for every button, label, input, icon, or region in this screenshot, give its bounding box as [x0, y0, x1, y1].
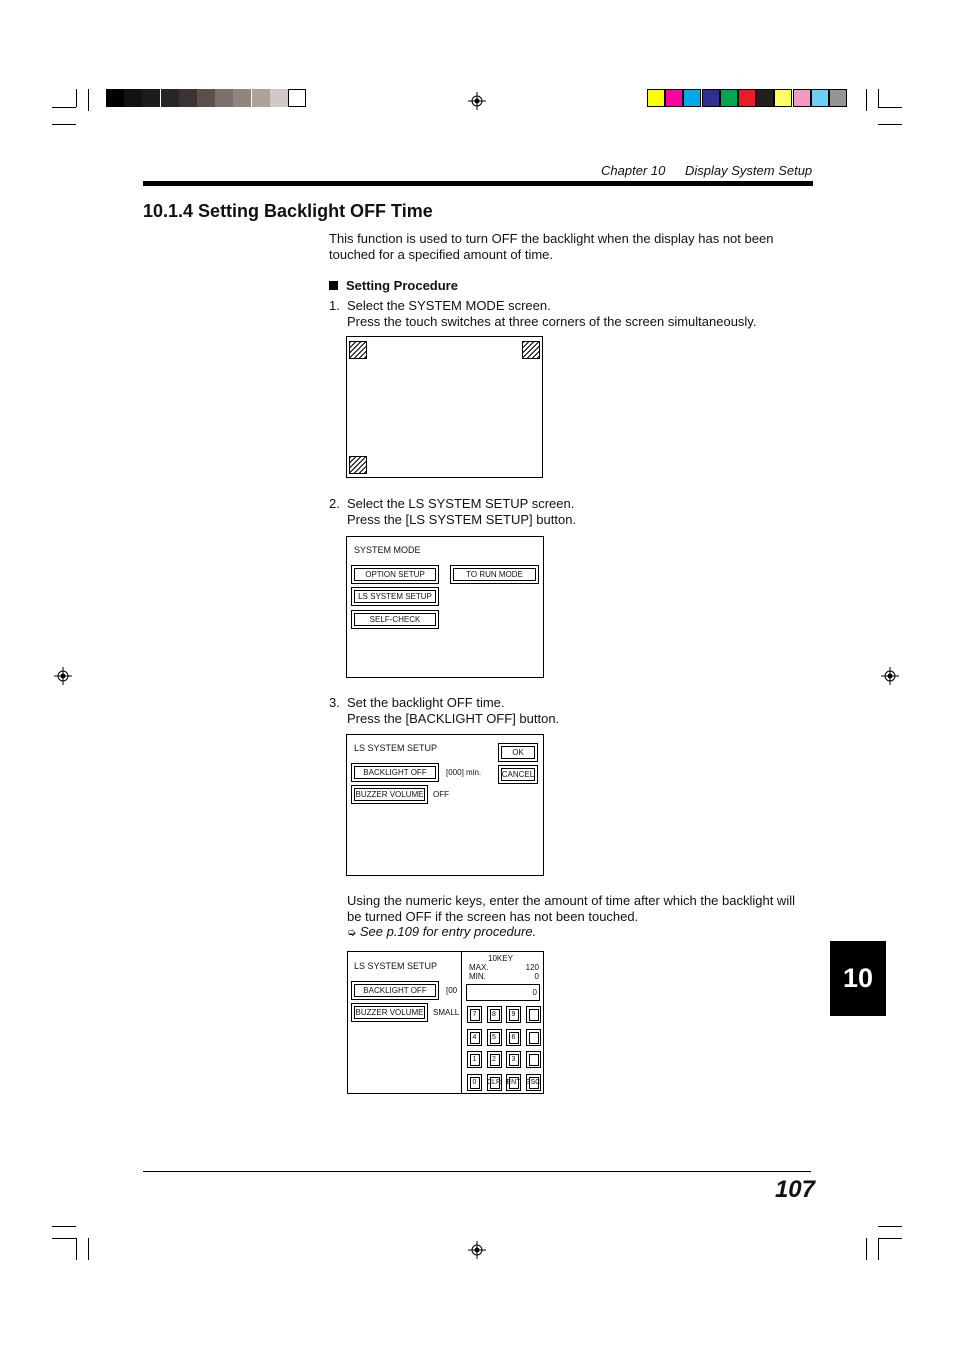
keypad-key[interactable]: ESC	[526, 1074, 541, 1091]
running-head-title: Display System Setup	[685, 163, 813, 178]
ok-button[interactable]: OK	[498, 743, 538, 762]
calibration-swatch	[756, 89, 774, 107]
calibration-swatch	[270, 89, 288, 107]
buzzer-volume-button[interactable]: BUZZER VOLUME	[351, 1003, 428, 1022]
calibration-swatch	[215, 89, 233, 107]
screen-title: LS SYSTEM SETUP	[354, 743, 438, 753]
chapter-tab: 10	[830, 941, 886, 1016]
calibration-swatch	[702, 89, 720, 107]
footer-rule	[143, 1171, 811, 1172]
max-value: 120	[525, 963, 539, 972]
calibration-swatch	[811, 89, 829, 107]
keypad-key[interactable]	[526, 1006, 541, 1023]
keypad-key[interactable]: 9	[506, 1006, 521, 1023]
calibration-swatch	[665, 89, 683, 107]
calibration-swatch	[179, 89, 197, 107]
calibration-swatch	[142, 89, 160, 107]
calibration-swatch	[161, 89, 179, 107]
calibration-swatch	[252, 89, 270, 107]
calibration-swatch	[793, 89, 811, 107]
keypad-key[interactable]	[526, 1051, 541, 1068]
buzzer-value: SMALL	[433, 1008, 460, 1017]
arrow-right-icon: ➭	[347, 927, 357, 939]
min-value: 0	[534, 972, 539, 981]
keypad-key[interactable]: 3	[506, 1051, 521, 1068]
step-number: 3.	[329, 695, 340, 710]
ls-system-setup-button[interactable]: LS SYSTEM SETUP	[351, 587, 439, 606]
keypad-key[interactable]: 7	[467, 1006, 482, 1023]
max-label: MAX.	[469, 963, 489, 972]
pad-title: 10KEY	[488, 954, 513, 963]
touch-corner-top-left[interactable]	[349, 341, 367, 359]
calibration-swatch	[647, 89, 665, 107]
registration-mark-icon	[54, 667, 72, 685]
step-2-text: Select the LS SYSTEM SETUP screen. Press the [LS SYSTEM SETUP] button.	[347, 496, 577, 527]
procedure-heading: Setting Procedure	[329, 278, 458, 293]
buzzer-volume-button[interactable]: BUZZER VOLUME	[351, 785, 428, 804]
square-bullet-icon	[329, 281, 338, 290]
calibration-swatch	[106, 89, 124, 107]
ls-system-setup-screen	[346, 734, 544, 876]
keypad-key[interactable]: 5	[487, 1029, 502, 1046]
ten-key-pad	[461, 951, 545, 1094]
step-number: 2.	[329, 496, 340, 511]
calibration-swatch	[720, 89, 738, 107]
keypad-key[interactable]	[526, 1029, 541, 1046]
keypad-key[interactable]: 2	[487, 1051, 502, 1068]
cancel-button[interactable]: CANCEL	[498, 765, 538, 784]
intro-paragraph: This function is used to turn OFF the backlight when the display has not been touched for a specified amount of time.	[329, 231, 774, 262]
registration-mark-icon	[468, 92, 486, 110]
ten-key-screen	[347, 951, 544, 1094]
keypad-key[interactable]: ENT	[506, 1074, 521, 1091]
keypad-key[interactable]: 8	[487, 1006, 502, 1023]
header-rule	[143, 181, 813, 186]
screen-title: LS SYSTEM SETUP	[354, 961, 438, 971]
registration-mark-icon	[881, 667, 899, 685]
numeric-entry-note: Using the numeric keys, enter the amount of time after which the backlight will be turned OFF if the screen has not been touched.	[347, 893, 795, 924]
corner-touch-screen	[346, 336, 543, 478]
entry-display-value: 0	[532, 988, 537, 997]
screen-title: SYSTEM MODE	[354, 545, 421, 555]
to-run-mode-button[interactable]: TO RUN MODE	[450, 565, 539, 584]
running-head-chapter: Chapter 10	[601, 163, 666, 178]
calibration-swatch	[233, 89, 251, 107]
option-setup-button[interactable]: OPTION SETUP	[351, 565, 439, 584]
entry-display	[466, 984, 540, 1001]
page-number: 107	[774, 1176, 815, 1203]
buzzer-value: OFF	[433, 790, 449, 799]
backlight-off-button[interactable]: BACKLIGHT OFF	[351, 981, 439, 1000]
calibration-swatch	[124, 89, 142, 107]
self-check-button[interactable]: SELF-CHECK	[351, 610, 439, 629]
keypad-key[interactable]: CLR	[487, 1074, 502, 1091]
section-title: 10.1.4 Setting Backlight OFF Time	[143, 201, 433, 221]
backlight-value: [00	[446, 986, 458, 995]
min-label: MIN.	[469, 972, 486, 981]
system-mode-screen	[346, 536, 544, 678]
touch-corner-bottom-left[interactable]	[349, 456, 367, 474]
calibration-swatch	[197, 89, 215, 107]
keypad-key[interactable]: 4	[467, 1029, 482, 1046]
step-3-text: Set the backlight OFF time. Press the [BACKLIGHT OFF] button.	[347, 695, 560, 726]
calibration-swatch	[774, 89, 792, 107]
calibration-swatch	[288, 89, 306, 107]
registration-mark-icon	[468, 1241, 486, 1259]
calibration-swatch	[683, 89, 701, 107]
backlight-value: [000] min.	[446, 768, 482, 777]
touch-corner-top-right[interactable]	[522, 341, 540, 359]
step-1-text: Select the SYSTEM MODE screen. Press the touch switches at three corners of the screen simultaneously.	[347, 298, 757, 329]
keypad-key[interactable]: 6	[506, 1029, 521, 1046]
keypad-key[interactable]: 1	[467, 1051, 482, 1068]
calibration-swatch	[829, 89, 847, 107]
see-reference: ➭ See p.109 for entry procedure.	[347, 924, 537, 939]
keypad-key[interactable]: 0	[467, 1074, 482, 1091]
calibration-swatch	[738, 89, 756, 107]
backlight-off-button[interactable]: BACKLIGHT OFF	[351, 763, 439, 782]
step-number: 1.	[329, 298, 340, 313]
